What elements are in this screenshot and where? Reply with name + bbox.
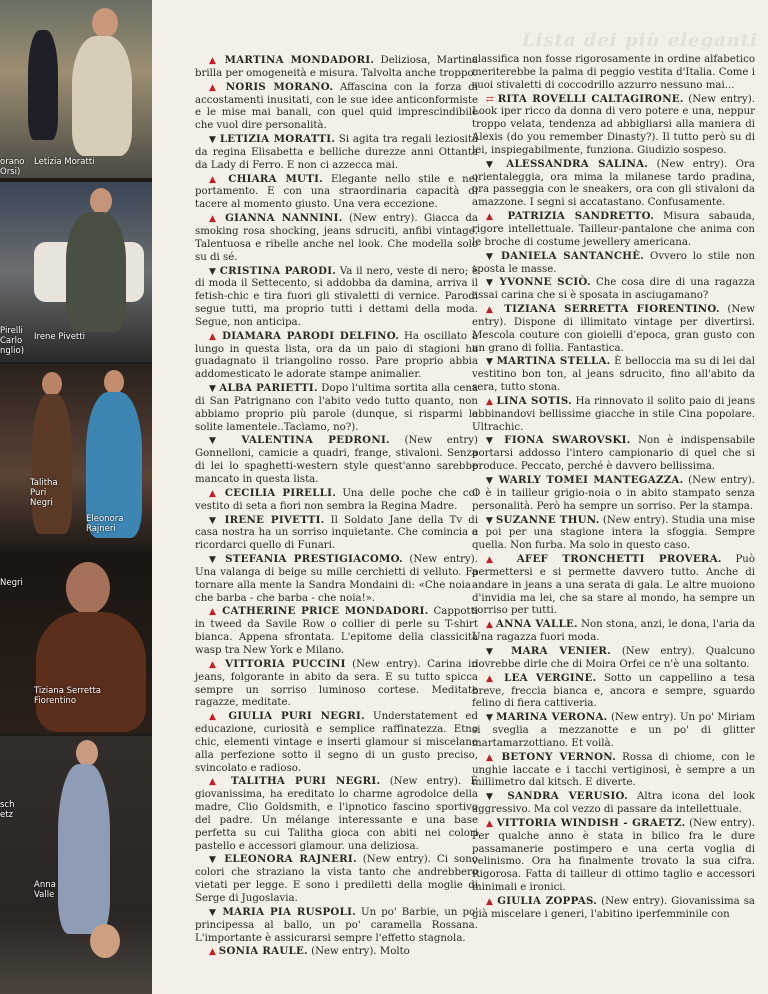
list-entry <box>472 751 755 791</box>
list-entry <box>472 672 755 712</box>
entry-text: Può permettersi e si permette davvero tutto. Anche di andare in jeans a una serata di gala. Le altre muoiono d'invidia ma lei, che sa stare al mondo, ha sempre un sorriso per tutti. <box>472 554 755 617</box>
entry-name: GIULIA PURI NEGRI. <box>228 710 365 723</box>
entry-text: Ha oscillato a lungo in questa lista, ora da un paio di stagioni ha guadagnato il triangolino rosso. Pare proprio abbia addomesticato le adorate stampe animalier. <box>195 330 478 381</box>
entry-text: (New entry). O è in tailleur grigio-noia o in abito stampato senza personalità. Però ha sempre un sorriso. Per la stampa. <box>472 475 756 512</box>
list-entry <box>472 210 755 250</box>
list-entry <box>195 514 478 554</box>
entry-text: Non è indispensabile portarsi addosso l'intero campionario di quel che si produce. Peccato, perché è davvero bellissima. <box>472 435 755 473</box>
caption-talitha: Talitha Puri Negri <box>30 478 58 508</box>
caption-serretta: Tiziana Serretta Fiorentino <box>34 686 102 706</box>
entry-text: Si agita tra regali leziosità da regina Elisabetta e belliche durezze anni Ottanta da Lady di Ferro. E non ci azzecca mai. <box>195 134 478 171</box>
entry-name: BETONY VERNON. <box>501 750 617 763</box>
entry-text: (New entry). Molto <box>307 946 410 958</box>
list-entry <box>195 173 478 213</box>
triangle-up-icon: ▲ <box>209 659 226 670</box>
triangle-up-icon: ▲ <box>486 897 498 907</box>
article-column-right <box>472 54 755 922</box>
triangle-up-icon: ▲ <box>209 488 225 499</box>
entry-name: VALENTINA PEDRONI. <box>241 434 390 447</box>
entry-text: È belloccia ma su di lei dal vestitino bon ton, al jeans sdrucito, fino all'abito da sera, tutto stona. <box>472 356 755 394</box>
entry-text: classifica non fosse rigorosamente in ordine alfabetico meriterebbe la palma di peggio vestita d'Italia. Come i suoi stivaletti di coccodrillo azzurro nessuno mai... <box>472 54 755 91</box>
list-entry <box>472 355 755 395</box>
entry-name: MARIA PIA RUSPOLI. <box>222 905 356 918</box>
entry-text: (New entry). Giacca da smoking rosa shocking, jeans sdruciti, anfibi vintage. Talentuosa e ribelle anche nel look. Che modella solo su di sé. <box>195 213 478 263</box>
triangle-up-icon: ▲ <box>209 607 223 618</box>
entry-name: PATRIZIA SANDRETTO. <box>507 210 655 223</box>
caption-anna: Anna Valle <box>34 880 56 900</box>
triangle-down-icon: ▼ <box>209 515 225 526</box>
entry-name: ANNA VALLE. <box>495 618 578 631</box>
entry-name: CRISTINA PARODI. <box>219 264 337 277</box>
entry-text: Ovvero lo stile non sposta le masse. <box>472 250 755 275</box>
caption-sch: sch etz <box>0 800 15 820</box>
list-entry <box>195 553 478 605</box>
entry-name: MARTINA MONDADORI. <box>224 54 375 66</box>
list-entry <box>472 514 755 554</box>
entry-name: VITTORIA PUCCINI <box>225 657 346 670</box>
entry-text: Va il nero, veste di nero; è di moda il Settecento, si addobba da damina, arriva il fetish-chic e tira fuori gli stivaletti di vernice. Parodi segue tutti, ma proprio tutti i dettami della moda. Segue, non anticipa. <box>195 265 478 328</box>
entry-name: YVONNE SCIÒ. <box>499 276 591 289</box>
triangle-down-icon: ▼ <box>486 515 496 526</box>
triangle-up-icon: ▲ <box>209 56 225 66</box>
triangle-down-icon: ▼ <box>209 266 220 277</box>
page-banner: Lista dei più eleganti <box>521 30 758 51</box>
entry-name: ALESSANDRA SALINA. <box>506 157 649 170</box>
entry-name: DIAMARA PARODI DELFINO. <box>222 329 400 342</box>
triangle-up-icon: ▲ <box>486 212 508 223</box>
triangle-down-icon: ▼ <box>486 792 508 803</box>
list-entry <box>195 212 478 264</box>
triangle-up-icon: ▲ <box>209 214 226 225</box>
list-entry <box>195 658 478 710</box>
entry-text: Cappotti in tweed da Savile Row o collier di perle su T-shirt bianca. Appena sfrontata. L'epitome della classicità wasp tra New York e Milano. <box>195 606 478 656</box>
entry-text: Un po' Barbie, un po' principessa al ballo, un po' caramella Rossana. L'importante è assicurarsi sempre l'effetto stagnola. <box>195 906 478 944</box>
list-entry <box>195 853 478 905</box>
entry-text: Non stona, anzi, le dona, l'aria da Una ragazza fuori moda. <box>472 619 755 644</box>
triangle-up-icon: ▲ <box>486 396 497 407</box>
triangle-up-icon: ▲ <box>209 82 226 93</box>
triangle-up-icon: ▲ <box>486 555 517 566</box>
entry-text: (New entry). Un po' Miriam si sveglia a mezzanotte e un po' di glitter martamarzottiano. Et voilà. <box>472 712 755 749</box>
triangle-down-icon: ▼ <box>486 159 507 170</box>
list-entry <box>472 250 755 277</box>
entry-text: (New entry). Dispone di illimitato vintage per divertirsi. Mescola couture con gioielli d'epoca, gran gusto con un grano di follia. Fantastica. <box>472 304 755 354</box>
entry-text: Elegante nello stile e nel portamento. E con una straordinaria capacità di tacere al momento giusto. Una vera eccezione. <box>195 173 478 211</box>
entry-text: Altra icona del look aggressivo. Ma col vezzo di passare da intellettuale. <box>472 791 755 816</box>
list-entry <box>195 945 478 959</box>
caption-pivetti: Irene Pivetti <box>34 332 85 342</box>
triangle-down-icon: ▼ <box>209 855 225 866</box>
list-entry <box>472 790 755 817</box>
triangle-up-icon: ▲ <box>486 818 497 829</box>
list-entry <box>195 434 478 486</box>
list-entry <box>472 618 755 645</box>
triangle-down-icon: ▼ <box>486 357 497 368</box>
entry-name: STEFANIA PRESTIGIACOMO. <box>225 553 404 566</box>
entry-name: ALBA PARIETTI. <box>219 382 318 395</box>
triangle-up-icon: ▲ <box>209 331 223 342</box>
list-entry <box>472 474 755 514</box>
list-entry <box>472 711 755 751</box>
triangle-up-icon: ▲ <box>486 305 505 316</box>
entry-text: (New entry) Gonnelloni, camicie a quadri, frange, stivaloni. Senza di lei lo spaghetti-western style quest'anno sarebbe mancato in questa lista. <box>195 435 478 485</box>
list-entry <box>472 434 755 474</box>
list-entry <box>195 265 478 330</box>
entry-name: MARTINA STELLA. <box>496 355 611 368</box>
entry-name: SUZANNE THUN. <box>495 513 600 526</box>
entry-name: TIZIANA SERRETTA FIORENTINO. <box>504 303 720 316</box>
entry-name: IRENE PIVETTI. <box>224 513 325 526</box>
article-column-left <box>195 54 478 959</box>
triangle-up-icon: ▲ <box>486 620 496 631</box>
entry-text: Affascina con la forza di accostamenti inusitati, con le sue idee anticonformiste e le mise mai banali, con quel quid imprescindibile che vuol dire personalità. <box>195 81 478 132</box>
triangle-down-icon: ▼ <box>209 555 226 566</box>
photo-serretta <box>0 552 152 734</box>
triangle-up-icon: ▲ <box>209 777 232 788</box>
triangle-up-icon: ▲ <box>486 752 502 763</box>
entry-text: Deliziosa, Martina brilla per omogeneità e misura. Talvolta anche troppo. <box>195 55 478 79</box>
list-entry <box>195 81 478 133</box>
caption-eleonora: Eleonora Rajneri <box>86 514 124 534</box>
list-entry <box>472 93 755 158</box>
entry-name: LETIZIA MORATTI. <box>219 133 336 146</box>
entry-text: (New entry). Carina in jeans, folgorante in abito da sera. E su tutto spicca sempre un sorriso luminoso cortese. Meditate ragazze, meditate. <box>195 658 478 709</box>
triangle-up-icon: ▲ <box>486 673 505 684</box>
list-entry <box>472 158 755 210</box>
triangle-down-icon: ▼ <box>486 646 512 657</box>
entry-name: FIONA SWAROVSKI. <box>504 434 631 447</box>
triangle-down-icon: ▼ <box>209 384 220 395</box>
triangle-down-icon: ▼ <box>486 476 499 486</box>
triangle-down-icon: ▼ <box>486 713 497 724</box>
entry-name: DANIELA SANTANCHÈ. <box>501 249 645 262</box>
triangle-down-icon: ▼ <box>209 135 220 146</box>
entry-name: GIANNA NANNINI. <box>225 212 343 225</box>
entry-text: Una delle poche che col vestito di seta a fiori non sembra la Regina Madre. <box>195 487 478 512</box>
photo-anna-valle <box>0 736 152 994</box>
entry-text: Dopo l'ultima sortita alla cena di San Patrignano con l'abito vedo tutto quanto, non abbiamo proprio più parole (dunque, si risparmi le solite lamentele..Tacìamo, no?). <box>195 383 478 433</box>
list-entry <box>195 487 478 514</box>
list-entry <box>195 54 478 81</box>
list-entry <box>472 303 755 355</box>
photo-talitha-eleonora <box>0 364 152 550</box>
entry-name: SONIA RAULE. <box>218 945 308 958</box>
list-entry <box>195 382 478 434</box>
entry-text: (New entry). Qualcuno dovrebbe dirle che di Moira Orfei ce n'è una soltanto. <box>472 645 755 670</box>
triangle-up-icon: ▲ <box>209 174 229 185</box>
list-entry <box>472 895 755 922</box>
list-entry <box>472 395 755 435</box>
entry-text: (New entry). Una valanga di beige su mille cerchietti di velluto. Fa tornare alla mente la Sandra Mondaini di: «Che noia - che barba - che barba - che noia!». <box>195 554 478 604</box>
list-entry <box>472 276 755 303</box>
triangle-down-icon: ▼ <box>209 436 242 447</box>
entry-name: LINA SOTIS. <box>496 394 572 407</box>
list-entry <box>472 817 755 895</box>
entry-text: Sotto un cappellino a tesa breve, freccia bianca e, ancora e sempre, sguardo felino di fiera cattiveria. <box>472 672 755 710</box>
caption-moratti: Letizia Moratti <box>34 157 95 167</box>
entry-text: (New entry). Studia una mise e poi per una stagione intera la sfoggia. Sempre quella. Non furba. Ma solo in questo caso. <box>472 514 755 552</box>
photo-strip <box>0 0 152 994</box>
list-entry <box>195 330 478 382</box>
entry-name: GIULIA ZOPPAS. <box>497 895 598 907</box>
entry-text: (New entry). È giovanissima, ha ereditato lo charme agrodolce della madre, Clio Goldsmith, e l'ipnotico fascino sportivo del padre. Un mélange interessante e una base perfetta su cui Talitha gioca con abiti nei colori pastello e accessori glamour. una deliziosa. <box>195 776 478 852</box>
entry-name: WARLY TOMEI MANTEGAZZA. <box>498 474 684 486</box>
entry-name: MARINA VERONA. <box>496 711 608 724</box>
triangle-down-icon: ▼ <box>486 278 500 289</box>
triangle-down-icon: ▼ <box>486 436 505 447</box>
caption-orano: orano Orsi) <box>0 157 25 177</box>
list-entry <box>195 133 478 173</box>
entry-text: (New entry). Giovanissima sa già miscelare i generi, l'abitino iperfemminile con <box>472 896 755 920</box>
triangle-down-icon: ▼ <box>486 251 502 262</box>
list-entry <box>195 775 478 853</box>
entry-text: (New entry). Ora orientaleggia, ora mima la milanese tardo pradina, ora passeggia con le sneakers, ora con gli stivaloni da amazzone. I segni si accatastano. Confusamente. <box>472 158 755 209</box>
entry-name: CECILIA PIRELLI. <box>224 486 337 499</box>
triangle-up-icon: ▲ <box>209 712 229 723</box>
entry-name: LEA VERGINE. <box>504 671 597 684</box>
photo-moratti <box>0 0 152 178</box>
entry-name: RITA ROVELLI CALTAGIRONE. <box>497 92 684 105</box>
entry-name: MARA VENIER. <box>511 644 611 657</box>
entry-text: Understatement ed educazione, curiosità e semplice raffinatezza. Etno chic, elementi vintage e inserti glamour si miscelano alla perfezione sotto il segno di un gusto preciso, svincolato e radioso. <box>195 711 478 774</box>
list-entry <box>195 710 478 775</box>
entry-text: Rossa di chiome, con le unghie laccate e i tacchi vertiginosi, è sempre a un millimetro dal kitsch. E diverte. <box>472 751 755 789</box>
list-entry <box>472 54 755 93</box>
entry-text: (New entry). Ci sono colori che straziano la vista tanto che andrebbero vietati per legge. E sono i prediletti della moglie di Serge di Jugoslavia. <box>195 854 478 904</box>
entry-name: CATHERINE PRICE MONDADORI. <box>222 605 429 618</box>
entry-name: NORIS MORANO. <box>225 80 334 93</box>
entry-text: Misura sabauda, rigore intellettuale. Tailleur-pantalone che anima con le broche di costume jewellery americana. <box>472 211 755 248</box>
caption-negri: Negri <box>0 578 23 588</box>
entry-name: SANDRA VERUSIO. <box>507 790 628 803</box>
entry-text: (New entry). Look iper ricco da donna di vero potere e una, neppur troppo velata, tendenza ad abbigliarsi alla maniera di Alexis (do you remember Dinasty?). Il tutto però su di lei, inspiegabilmente, funziona. Giudizio sospeso. <box>472 93 755 156</box>
photo-pivetti <box>0 182 152 362</box>
list-entry <box>195 605 478 657</box>
list-entry <box>472 645 755 672</box>
entry-text: Ha rinnovato il solito paio di jeans abbinandovi bellissime giacche in stile Cina popolare. Ultrachic. <box>472 395 755 433</box>
equal-arrows-icon: ⇄ <box>486 94 498 105</box>
entry-name: AFEF TRONCHETTI PROVERA. <box>516 553 722 566</box>
entry-name: VITTORIA WINDISH - GRAETZ. <box>496 816 686 829</box>
entry-text: Che cosa dire di una ragazza assai carina che si è sposata in asciugamano? <box>472 277 755 302</box>
entry-text: Il Soldato Jane della Tv di casa nostra ha un sorriso inquietante. Che comincia a ricordarci quello di Funari. <box>195 514 478 552</box>
list-entry <box>195 906 478 946</box>
entry-name: CHIARA MUTI. <box>228 172 324 185</box>
entry-name: TALITHA PURI NEGRI. <box>231 775 381 788</box>
caption-pirelli: Pirelli Carlo nglio) <box>0 326 25 356</box>
list-entry <box>472 553 755 618</box>
triangle-up-icon: ▲ <box>209 947 219 958</box>
triangle-down-icon: ▼ <box>209 907 223 918</box>
entry-text: (New entry). Per qualche anno è stata in bilico fra le dure passamanerie postimpero e una certa voglia di velinismo. Ora ha finalmente trovato la sua cifra. Rigorosa. Fatta di tailleur di ottimo taglio e accessori minimali e ironici. <box>472 817 755 894</box>
entry-name: ELEONORA RAJNERI. <box>224 853 357 866</box>
